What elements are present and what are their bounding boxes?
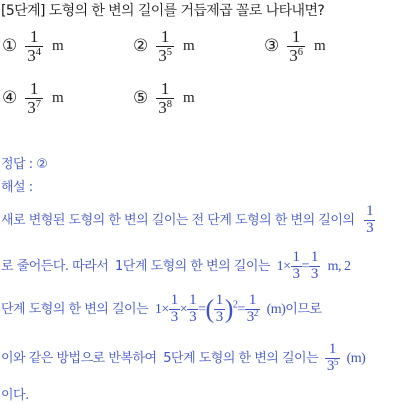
choice-2[interactable] <box>133 28 195 65</box>
choice-marker: ② <box>133 36 149 57</box>
choice-fraction: $\frac{1}{3^8}$ <box>158 79 173 117</box>
explanation-line-5: 이다. <box>1 388 29 403</box>
explanation-line-4: 이와 같은 방법으로 반복하여 5단계 도형의 한 변의 길이는 $\frac{1}{3^5}$ (m) <box>1 341 366 374</box>
choice-5[interactable] <box>133 80 195 117</box>
explanation-line-1: 새로 변형된 도형의 한 변의 길이는 전 단계 도형의 한 변의 길이의 $\frac{1}{3}$ <box>1 203 374 236</box>
choice-fraction: $\frac{1}{3^5}$ <box>158 27 173 65</box>
choice-3[interactable] <box>264 28 326 65</box>
choice-marker: ④ <box>2 88 18 109</box>
choice-unit: m <box>52 37 64 54</box>
choice-unit: m <box>183 37 195 54</box>
choice-marker: ③ <box>264 36 280 57</box>
choice-marker: ⑤ <box>133 88 149 109</box>
choice-unit: m <box>183 89 195 106</box>
choice-1[interactable] <box>2 28 64 65</box>
choice-fraction: $\frac{1}{3^7}$ <box>27 79 42 117</box>
explanation-label: 해설 : <box>1 180 33 195</box>
question-text: [5단계] 도형의 한 변의 길이를 거듭제곱 꼴로 나타내면? <box>1 3 325 19</box>
choice-unit: m <box>52 89 64 106</box>
choice-marker: ① <box>2 36 18 57</box>
answer-label: 정답 : ② <box>1 157 48 172</box>
choice-4[interactable] <box>2 80 64 117</box>
explanation-line-3: 단계 도형의 한 변의 길이는 1× $\frac{1}{3}$ × $\frac{1}{3}$ =( $\frac{1}{3}$ )$^2$= $\frac{1}{3^2}$ (m)이므로 <box>1 292 322 325</box>
choice-unit: m <box>314 37 326 54</box>
explanation-line-2: 로 줄어든다. 따라서 1단계 도형의 한 변의 길이는 1× $\frac{1}{3}$ = $\frac{1}{3}$ m, 2 <box>1 249 351 282</box>
choice-fraction: $\frac{1}{3^4}$ <box>27 27 42 65</box>
choice-fraction: $\frac{1}{3^6}$ <box>289 27 304 65</box>
